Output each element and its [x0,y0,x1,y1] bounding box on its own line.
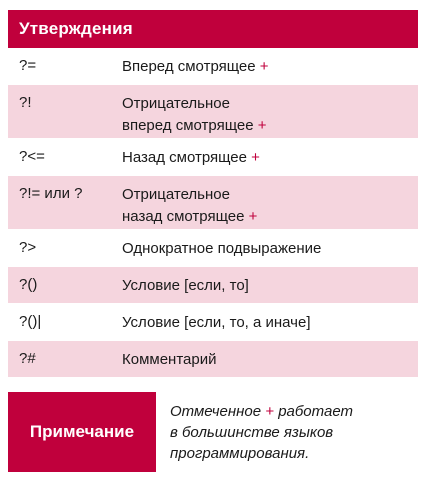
row-description [122,93,267,137]
table-row [8,176,418,230]
row-description-line: назад смотрящее [122,208,245,225]
table-row [8,139,418,176]
row-description [122,349,216,371]
assertions-table [8,10,418,378]
note-box [8,392,418,472]
row-description [122,56,269,78]
note-label-box [8,392,156,472]
row-description [122,275,249,297]
note-label: Примечание [29,422,135,441]
plus-mark: + [257,117,267,134]
table-row [8,267,418,304]
note-text-line: Отмеченное [170,403,262,420]
table-row [8,85,418,139]
plus-mark: + [251,149,260,166]
table-row [8,230,418,267]
plus-mark: + [259,58,269,75]
row-description-line: Условие [если, то, а иначе] [122,314,311,331]
table-title: Утверждения [19,19,133,38]
row-description-line: Вперед смотрящее [122,58,256,75]
row-description-line: Отрицательное [122,186,230,203]
plus-mark: + [248,208,258,225]
row-description-line: Назад смотрящее [122,149,247,166]
note-text [170,401,353,464]
row-description [122,184,257,228]
row-symbol: ?() [19,276,38,293]
plus-mark: + [265,403,275,420]
row-description-line: Однократное подвыражение [122,240,322,257]
row-symbol: ?!= или ? [19,185,83,202]
row-description [122,238,321,260]
row-description [122,312,311,334]
row-symbol: ?= [19,57,37,74]
table-header [8,10,418,48]
row-description [122,147,260,169]
note-text-line: в большинстве языков [170,424,334,441]
row-description-line: вперед смотрящее [122,117,254,134]
row-symbol: ?> [19,239,37,256]
note-text-line: работает [278,403,353,420]
row-symbol: ?()| [19,313,42,330]
row-symbol: ?<= [19,148,45,165]
row-symbol: ?! [19,94,32,111]
table-row [8,341,418,378]
table-row [8,48,418,85]
row-description-line: Отрицательное [122,95,230,112]
row-description-line: Условие [если, то] [122,277,249,294]
table-row [8,304,418,341]
row-symbol: ?# [19,350,36,367]
note-text-line: программирования. [170,445,310,462]
row-description-line: Комментарий [122,351,217,368]
